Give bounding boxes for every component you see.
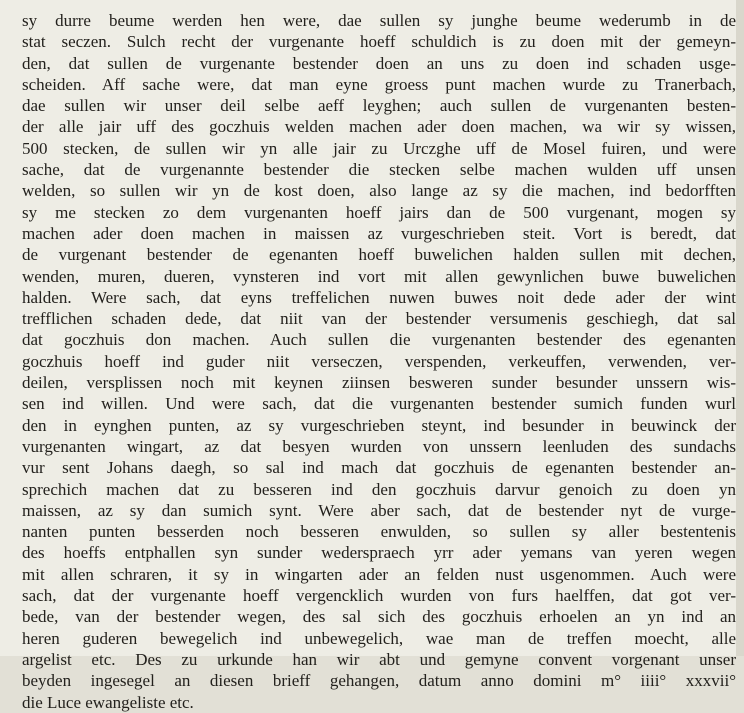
text-line: welden, so sullen wir yn de kost doen, also lange az sy die machen, ind bedorfften: [22, 181, 736, 201]
text-line: sy me stecken zo dem vurgenanten hoeff jairs dan de 500 vurgenant, mogen sy: [22, 202, 736, 222]
text-line: wenden, muren, dueren, vynsteren ind vort mit allen gewynlichen buwe buwelichen: [22, 266, 736, 286]
page-edge-shadow: [736, 0, 744, 656]
text-line: sy durre beume werden hen were, dae sullen sy junghe beume wederumb in de: [22, 11, 736, 30]
text-line: bede, van der bestender wegen, des sal sich des goczhuis erhoelen an yn ind an: [22, 607, 736, 627]
text-line: sprechich machen dat zu besseren ind den goczhuis darvur genoich zu doen yn: [22, 479, 736, 499]
text-line: machen ader doen machen in maissen az vurgeschrieben steit. Vort is beredt, dat: [22, 223, 736, 243]
text-line: den in eynghen punten, az sy vurgeschrieben steynt, ind besunder in beuwinck der: [22, 415, 736, 435]
text-line: sach, dat der vurgenante hoeff vergencklich wurden von furs haelffen, dat got ver-: [22, 586, 736, 606]
text-line: dat goczhuis don machen. Auch sullen die vurgenanten bestender des egenanten: [22, 330, 736, 350]
text-line: den, dat sullen de vurgenante bestender doen an uns zu doen ind schaden usge-: [22, 53, 736, 73]
text-line: sache, dat de vurgenannte bestender die stecken selbe machen wulden uff unsen: [22, 160, 736, 180]
text-line: trefflichen schaden dede, dat niit van der bestender versumenis geschiegh, dat sal: [22, 309, 736, 329]
text-line: mit allen schraren, it sy in wingarten ader an felden nust usgenommen. Auch were: [22, 564, 736, 584]
text-line: deilen, versplissen noch mit keynen ziinsen besweren sunder besunder unssern wis-: [22, 373, 736, 393]
text-line: heren guderen bewegelich ind unbewegelich, wae man de treffen moecht, alle: [22, 628, 736, 648]
text-line: scheiden. Aff sache were, dat man eyne groess punt machen wurde zu Tranerbach,: [22, 74, 736, 94]
text-line: sen ind willen. Und were sach, dat die vurgenanten bestender sumich funden wurl: [22, 394, 736, 414]
text-line: stat seczen. Sulch recht der vurgenante hoeff schuldich is zu doen mit der gemeyn-: [22, 32, 736, 52]
text-line: dae sullen wir unser deil selbe aeff leyghen; auch sullen de vurgenanten besten-: [22, 96, 736, 116]
document-text: [22, 10, 736, 713]
text-line: der alle jair uff des goczhuis welden machen ader doen machen, wa wir sy wissen,: [22, 117, 736, 137]
text-line: halden. Were sach, dat eyns treffelichen nuwen buwes noit dede ader der wint: [22, 287, 736, 307]
text-line: goczhuis hoeff ind guder niit verseczen, verspenden, verkeuffen, verwenden, ver-: [22, 351, 736, 371]
text-line: de vurgenant bestender de egenanten hoeff buwelichen halden sullen mit dechen,: [22, 245, 736, 265]
text-line: nanten punten besserden noch besseren enwulden, so sullen sy aller bestentenis: [22, 522, 736, 542]
text-line: vur sent Johans daegh, so sal ind mach dat goczhuis de egenanten bestender an-: [22, 458, 736, 478]
text-line: vurgenanten wingart, az dat besyen wurden von unssern leenluden des sundachs: [22, 436, 736, 456]
text-line: 500 stecken, de sullen wir yn alle jair zu Urczghe uff de Mosel fuiren, und were: [22, 138, 736, 158]
text-line-last: die Luce ewangeliste etc.: [22, 692, 194, 712]
text-line: beyden ingesegel an diesen brieff gehangen, datum anno domini m° iiii° xxxvii°: [22, 671, 736, 691]
text-line: argelist etc. Des zu urkunde han wir abt und gemyne convent vorgenant unser: [22, 649, 736, 669]
text-line: maissen, az sy dan sumich synt. Were aber sach, dat de bestender nyt de vurge-: [22, 500, 736, 520]
text-line: des hoeffs entphallen syn sunder wedersprаech yrr ader yemans van yeren wegen: [22, 543, 736, 563]
